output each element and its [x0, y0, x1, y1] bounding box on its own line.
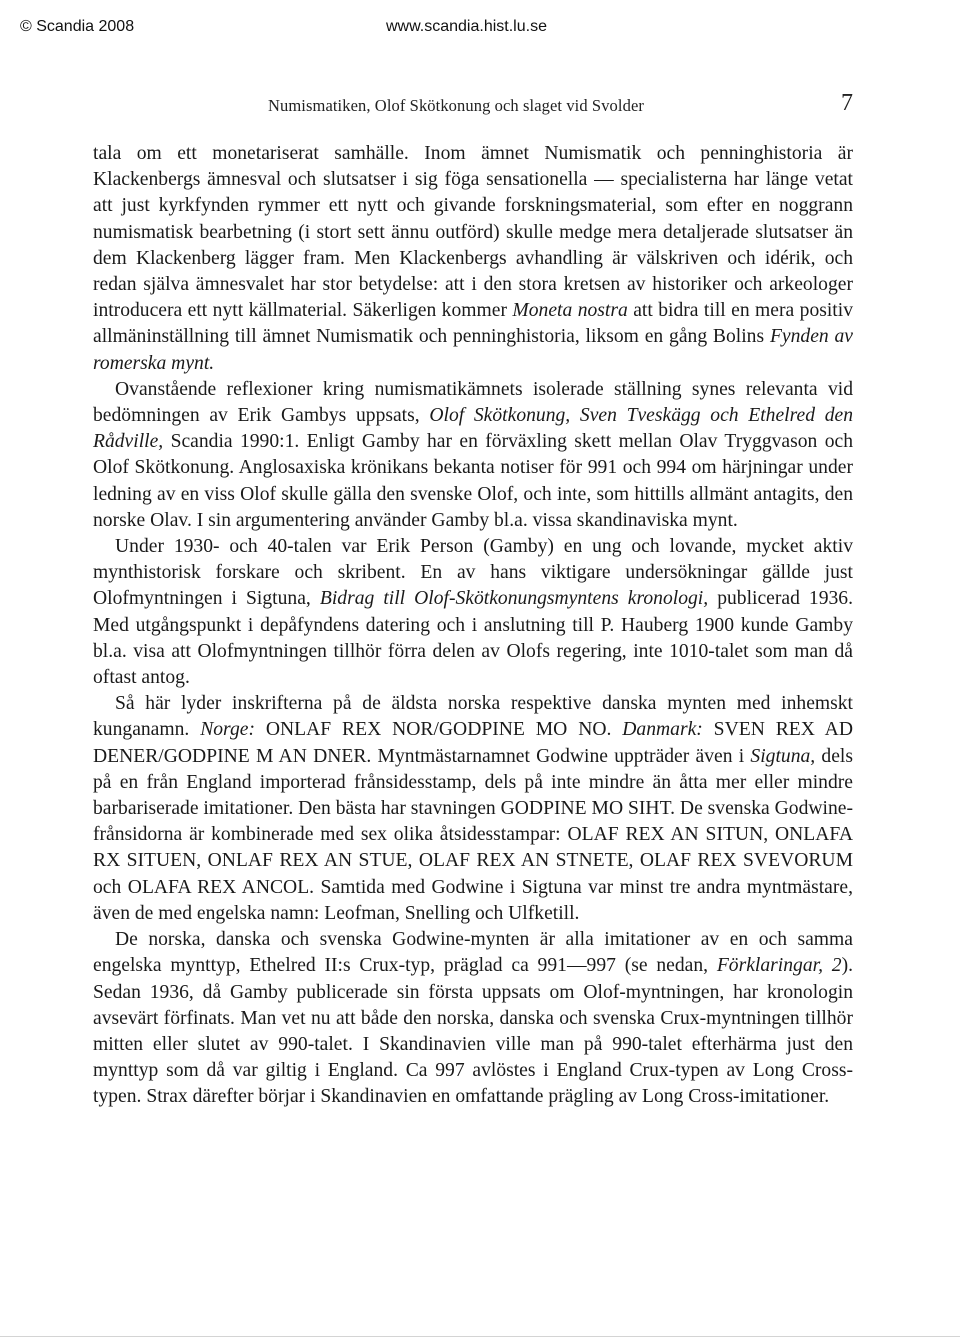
italic-text: Fynden av romerska mynt.	[93, 326, 853, 374]
italic-text: Bidrag till Olof-Skötkonungsmyntens kronologi,	[319, 588, 709, 610]
body-paragraph	[93, 534, 853, 691]
running-head-title: Numismatiken, Olof Skötkonung och slaget vid Svolder	[268, 96, 644, 115]
paragraph-text: ). Sedan 1936, då Gamby publicerade sin första uppsats om Olof-myntningen, har kronologin avsevärt förfinats. Man vet nu att både den norska, danska och svenska Crux-myntningen tillhör mitten eller slutet av 990-talet. I Skandinavien ville man på 990-talet efterhärma just den mynttyp som då var giltig i England. Ca 997 avlöstes i England Crux-typen av Long Cross-typen. Strax därefter börjar i Skandinavien en omfattande prägling av Long Cross-imitationer.	[93, 955, 853, 1108]
site-header	[0, 14, 960, 44]
italic-text: Förklaringar, 2	[716, 955, 842, 977]
body-paragraph	[93, 141, 853, 377]
body-paragraph	[93, 927, 853, 1110]
paragraph-text: att bidra till en mera positiv allmäninställning till ämnet Numismatik och penninghistoria, liksom en gång Bolins	[93, 300, 853, 348]
article-body	[93, 141, 853, 1111]
paragraph-text: tala om ett monetariserat samhälle. Inom ämnet Numismatik och penninghistoria är Klackenbergs ämnesval och slutsatser i sig föga sensationella — specialisterna har länge vetat att just kyrkfynden rymmer ett nytt och givande forskningsmaterial, som efter en noggrann numismatisk bearbetning (i stort sett ännu outförd) skulle medge mera detaljerade slutsatser än dem Klackenberg lägger fram. Men Klackenbergs avhandling är välskriven och idérik, och redan själva ämnesvalet har stor betydelse: att i den stora kretsen av historiker och arkeologer introducera ett nytt källmaterial. Säkerligen kommer	[93, 143, 853, 322]
body-paragraph	[93, 377, 853, 534]
italic-text: Danmark:	[622, 719, 703, 741]
running-head	[268, 90, 853, 124]
italic-text: Moneta nostra	[512, 300, 628, 322]
paragraph-text: Ovanstående reflexioner kring numismatikämnets isolerade ställning synes relevanta vid bedömningen av Erik Gambys uppsats,	[93, 378, 853, 427]
paragraph-text: Under 1930- och 40-talen var Erik Person (Gamby) en ung och lovande, mycket aktiv mynthistorisk forskare och skribent. En av hans viktigare undersökningar gällde just Olofmyntningen i Sigtuna,	[93, 536, 853, 610]
paragraph-text: SVEN REX AD DENER/GODPINE M AN DNER. Myntmästarnamnet Godwine uppträder även i	[93, 719, 853, 767]
italic-text: Norge:	[200, 719, 255, 741]
italic-text: Sigtuna,	[750, 745, 816, 767]
paragraph-text: dels på en från England importerad frånsidesstamp, dels på inte mindre än åtta mer eller mindre barbariserade imitationer. Den bästa har stavningen GODPINE MO SIHT. De svenska Godwine-frånsidorna är kombinerade med sex olika åtsidesstampar: OLAF REX AN SITUN, ONLAFA RX SITUEN, ONLAF REX AN STUE, OLAF REX AN STNETE, OLAF REX SVEVORUM och OLAFA REX ANCOL. Samtida med Godwine i Sigtuna var minst tre andra myntmästare, även de med engelska namn: Leofman, Snelling och Ulfketill.	[93, 745, 853, 924]
paragraph-text: ONLAF REX NOR/GODPINE MO NO.	[254, 719, 623, 741]
paragraph-text: Så här lyder inskrifterna på de äldsta norska respektive danska mynten med inhemskt kunganamn.	[93, 693, 853, 741]
paragraph-text: publicerad 1936. Med utgångspunkt i depåfyndens datering och i anslutning till P. Hauberg 1900 kunde Gamby bl.a. visa att Olofmyntningen tillhör förra delen av Olofs regering, inte 1010-talet som man då oftast antog.	[93, 588, 854, 689]
paragraph-text: De norska, danska och svenska Godwine-mynten är alla imitationer av en och samma engelska mynttyp, Ethelred II:s Crux-typ, präglad ca 991—997 (se nedan,	[93, 929, 853, 977]
body-paragraph	[93, 691, 853, 927]
page-number: 7	[841, 90, 853, 116]
paragraph-text: Scandia 1990:1. Enligt Gamby har en förväxling skett mellan Olav Tryggvason och Olof Skötkonung. Anglosaxiska krönikans bekanta notiser för 991 och 994 om härjningar under ledning av en viss Olof skulle gälla den svenske Olof, och inte, som hittills allmänt antagits, den norske Olav. I sin argumentering använder Gamby bl.a. vissa skandinaviska mynt.	[93, 431, 853, 531]
copyright-notice: © Scandia 2008	[20, 18, 135, 35]
page-edge-divider	[0, 1336, 960, 1337]
site-url-link[interactable]: www.scandia.hist.lu.se	[386, 18, 547, 35]
italic-text: Olof Skötkonung, Sven Tveskägg och Ethelred den Rådville,	[93, 405, 853, 453]
